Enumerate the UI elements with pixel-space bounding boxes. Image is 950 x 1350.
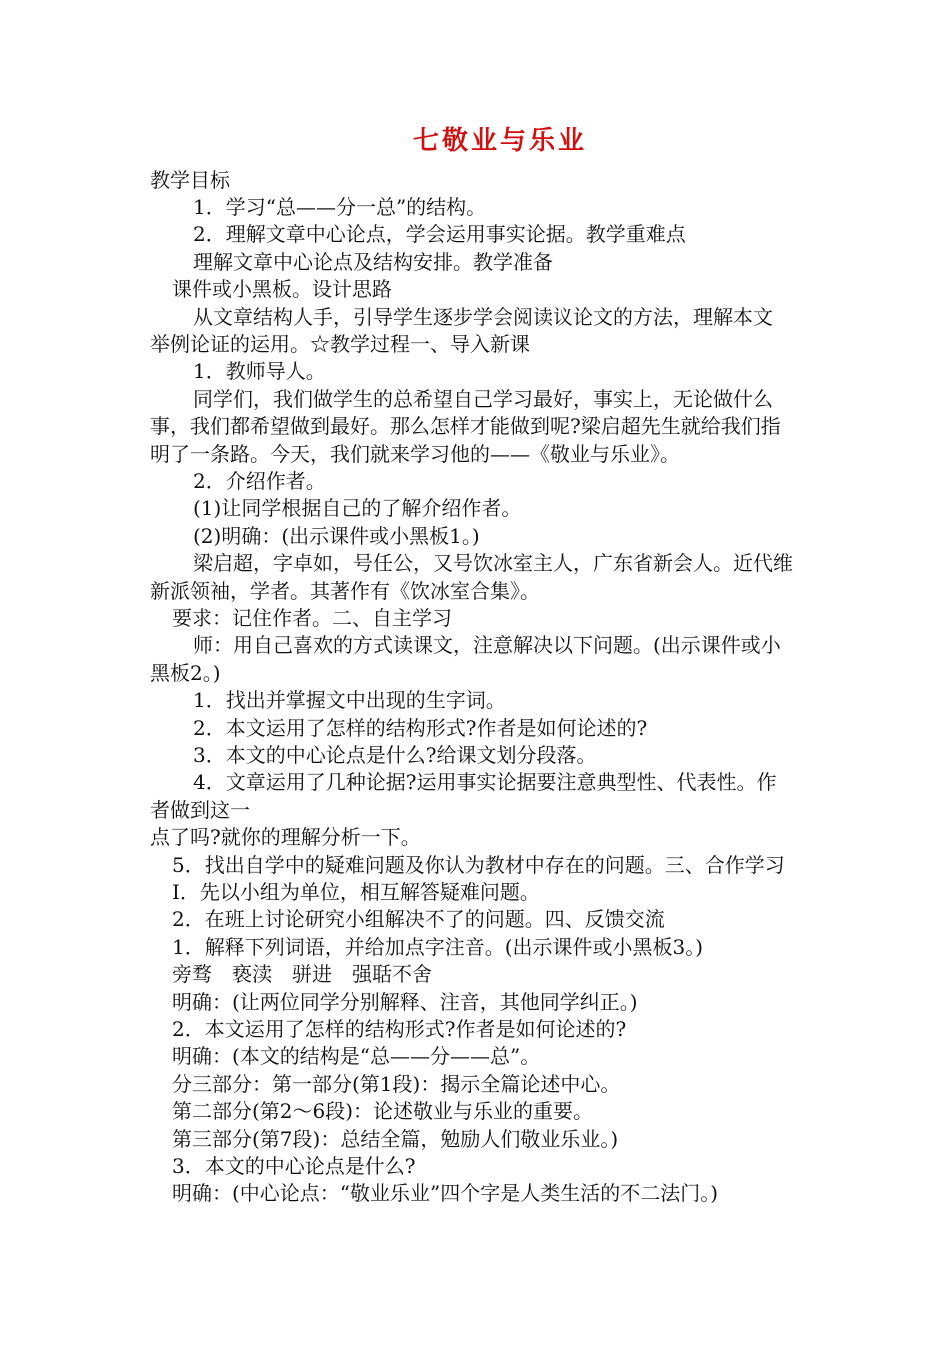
paragraph-line: 从文章结构人手，引导学生逐步学会阅读议论文的方法，理解本文: [193, 305, 773, 329]
paragraph-line: 3．本文的中心论点是什么?: [172, 1154, 416, 1178]
section-heading: 教学目标: [150, 168, 230, 192]
paragraph-line: 1．教师导人。: [193, 359, 326, 383]
paragraph-line: 明了一条路。今天，我们就来学习他的——《敬业与乐业》。: [150, 442, 680, 466]
paragraph-line: 理解文章中心论点及结构安排。教学准备: [193, 250, 553, 274]
paragraph-line: 同学们，我们做学生的总希望自己学习最好，事实上，无论做什么: [193, 387, 773, 411]
paragraph-line: 点了吗?就你的理解分析一下。: [150, 825, 421, 849]
paragraph-line: 2．在班上讨论研究小组解决不了的问题。四、反馈交流: [172, 907, 665, 931]
paragraph-line: 明确：(中心论点：“敬业乐业”四个字是人类生活的不二法门。): [172, 1181, 719, 1205]
paragraph-line: 1．找出并掌握文中出现的生字词。: [193, 688, 506, 712]
paragraph-line: 1．解释下列词语，并给加点字注音。(出示课件或小黑板3。): [172, 935, 704, 959]
paragraph-line: 黑板2。): [150, 661, 221, 685]
paragraph-line: 师：用自己喜欢的方式读课文，注意解决以下问题。(出示课件或小: [193, 633, 781, 657]
paragraph-line: 新派领袖，学者。其著作有《饮冰室合集》。: [150, 579, 540, 603]
paragraph-line: 要求：记住作者。二、自主学习: [172, 606, 452, 630]
paragraph-line: 2．本文运用了怎样的结构形式?作者是如何论述的?: [172, 1017, 627, 1041]
paragraph-line: 课件或小黑板。设计思路: [172, 277, 392, 301]
paragraph-line: 4．文章运用了几种论据?运用事实论据要注意典型性、代表性。作: [193, 770, 777, 794]
paragraph-line: (2)明确：(出示课件或小黑板1。): [193, 524, 480, 548]
paragraph-line: 梁启超，字卓如，号任公，又号饮冰室主人，广东省新会人。近代维: [193, 551, 793, 575]
paragraph-line: 2．介绍作者。: [193, 469, 326, 493]
vocabulary-line: 旁骛 亵渎 骈进 强聒不舍: [172, 962, 432, 986]
paragraph-line: 2．本文运用了怎样的结构形式?作者是如何论述的?: [193, 716, 648, 740]
paragraph-line: 明确：(本文的结构是“总——分——总”。: [172, 1044, 541, 1068]
paragraph-line: 第三部分(第7段)：总结全篇，勉励人们敬业乐业。): [172, 1127, 619, 1151]
paragraph-line: 3．本文的中心论点是什么?给课文划分段落。: [193, 743, 597, 767]
paragraph-line: 5．找出自学中的疑难问题及你认为教材中存在的问题。三、合作学习: [172, 853, 785, 877]
paragraph-line: 明确：(让两位同学分别解释、注音，其他同学纠正。): [172, 990, 638, 1014]
paragraph-line: (1)让同学根据自己的了解介绍作者。: [193, 496, 522, 520]
paragraph-line: 第二部分(第2～6段)：论述敬业与乐业的重要。: [172, 1099, 594, 1123]
paragraph-line: 事，我们都希望做到最好。那么怎样才能做到呢?梁启超先生就给我们指: [150, 414, 781, 438]
paragraph-line: 1．学习“总——分一总”的结构。: [193, 195, 487, 219]
page-title: 七敬业与乐业: [412, 126, 587, 156]
paragraph-line: 分三部分：第一部分(第1段)：揭示全篇论述中心。: [172, 1072, 621, 1096]
paragraph-line: 者做到这一: [150, 798, 250, 822]
paragraph-line: 举例论证的运用。☆教学过程一、导入新课: [150, 332, 530, 356]
paragraph-line: 2．理解文章中心论点，学会运用事实论据。教学重难点: [193, 222, 686, 246]
paragraph-line: I．先以小组为单位，相互解答疑难问题。: [172, 880, 540, 904]
